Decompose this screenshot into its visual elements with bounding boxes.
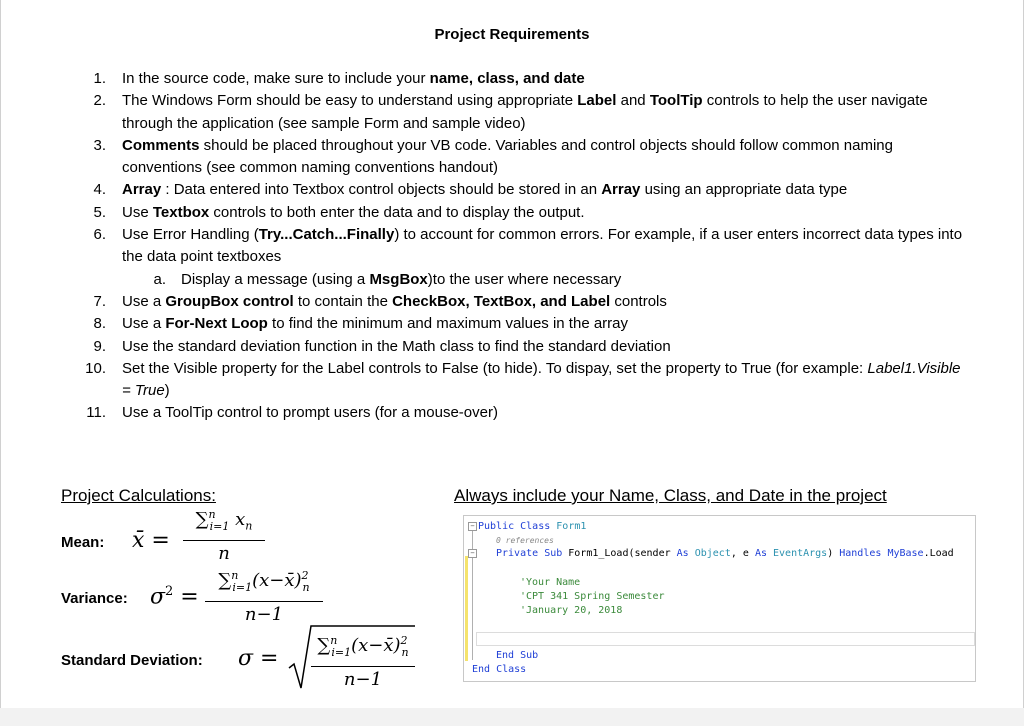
requirement-item [70,336,970,358]
code-end-sub: End Sub [496,650,539,661]
code-comment-class: 'CPT 341 Spring Semester [520,591,665,602]
stddev-fraction: ∑$^n_{i=1}$(x−x̄)$^2_n$ n−1 [311,630,415,691]
requirement-number: 6. [93,226,106,244]
requirement-text: Label [577,92,617,110]
requirement-number: 10. [85,359,106,377]
requirement-text: ToolTip [649,92,703,110]
requirement-text: Use Error Handling ( [122,226,259,244]
requirement-text: controls [610,292,667,310]
code-references: 0 references [496,536,554,545]
requirement-text: : Data entered into Textbox control objects should be stored in an [161,181,602,199]
requirement-text: Use a ToolTip control to prompt users (for a mouse-over) [122,404,498,422]
requirement-text: using an appropriate data type [640,181,848,199]
page-edge-left [0,0,1,726]
stddev-label: Standard Deviation: [61,652,203,669]
requirement-text: ) to account for common errors. For example, if a user enters incorrect data types into the data point textboxes [122,226,963,266]
calculations-heading: Project Calculations: [61,486,216,505]
requirement-text: Array [601,181,641,199]
requirements-list [70,68,970,425]
requirement-text: Label1.Visible = True [122,359,961,400]
requirement-text: Comments [122,136,200,154]
requirement-item [70,135,970,180]
requirement-text: Use the standard deviation function in the Math class to find the standard deviation [122,337,671,355]
requirement-text: Try...Catch...Finally [258,226,395,244]
code-editor-snippet [463,515,976,682]
requirement-text: MsgBox [369,270,428,288]
mean-fraction: ∑$^n_{i=1}$ $x_n$ n [183,504,265,565]
requirement-item [70,68,970,90]
requirement-text: Use a [122,315,166,333]
variance-symbol: $\sigma^2$ = [150,584,199,610]
bottom-band [0,708,1024,726]
requirement-item [70,402,970,424]
requirement-text: name, class, and date [429,70,585,87]
requirement-subitem [70,269,970,291]
requirement-text: )to the user where necessary [427,270,622,288]
requirement-item [70,291,970,313]
requirement-number: a. [153,270,166,288]
code-comment-name: 'Your Name [520,577,581,588]
variance-fraction: ∑$^n_{i=1}$(x−x̄)$^2_n$ n−1 [205,565,323,626]
variance-label: Variance: [61,590,128,607]
requirement-text: Array [122,181,162,199]
requirement-text: controls to help the user navigate through the application (see sample Form and sample video) [122,92,928,132]
requirement-text: The Windows Form should be easy to understand using appropriate [122,92,578,110]
requirement-item [70,224,970,269]
requirement-text: to find the minimum and maximum values in the array [267,315,629,333]
mean-symbol: x̄ = [132,528,170,553]
requirement-number: 9. [93,337,106,355]
requirement-text: GroupBox control [165,292,294,310]
code-end-class: End Class [472,664,527,675]
requirement-text: For-Next Loop [165,315,268,333]
requirement-text: Textbox [152,203,210,221]
requirement-text: Use [122,203,153,221]
requirement-text: Use a [122,292,166,310]
requirement-text: Set the Visible property for the Label controls to False (to hide). To dispay, set the property to True (for example: [122,359,868,377]
requirement-number: 4. [93,181,106,199]
mean-label: Mean: [61,534,105,551]
requirement-number: 2. [93,92,106,110]
code-line-sub: Private Sub Form1_Load(sender As Object, e As EventArgs) Handles MyBase.Load [496,548,954,559]
stddev-symbol: σ = [238,646,279,671]
requirement-item [70,179,970,201]
requirement-text: CheckBox, TextBox, and Label [392,292,611,310]
always-include-heading: Always include your Name, Class, and Date in the project [454,486,887,505]
requirement-number: 7. [93,292,106,310]
collapse-icon[interactable]: − [468,549,477,558]
requirement-text: to contain the [293,292,393,310]
current-line-highlight [476,632,975,646]
requirement-text: Display a message (using a [181,270,370,288]
requirement-text: In the source code, make sure to include your [122,70,430,87]
change-indicator-bar [465,556,468,661]
requirement-number: 5. [93,203,106,221]
requirement-text: and [616,92,650,110]
requirement-number: 8. [93,315,106,333]
requirement-number: 3. [93,136,106,154]
collapse-icon[interactable]: − [468,522,477,531]
requirement-number: 1. [93,70,106,87]
requirement-number: 11. [86,404,106,422]
requirement-item [70,358,970,403]
requirement-item [70,313,970,335]
code-comment-date: 'January 20, 2018 [520,605,623,616]
requirement-text: controls to both enter the data and to display the output. [209,203,585,221]
requirement-item [70,90,970,135]
requirement-text: ) [164,382,170,400]
page-title: Project Requirements [434,26,590,43]
code-line-class: Public Class Form1 [478,521,587,532]
requirement-text: should be placed throughout your VB code. Variables and control objects should follow common naming conventions (see common naming conventions handout) [122,136,893,177]
requirement-item [70,202,970,224]
